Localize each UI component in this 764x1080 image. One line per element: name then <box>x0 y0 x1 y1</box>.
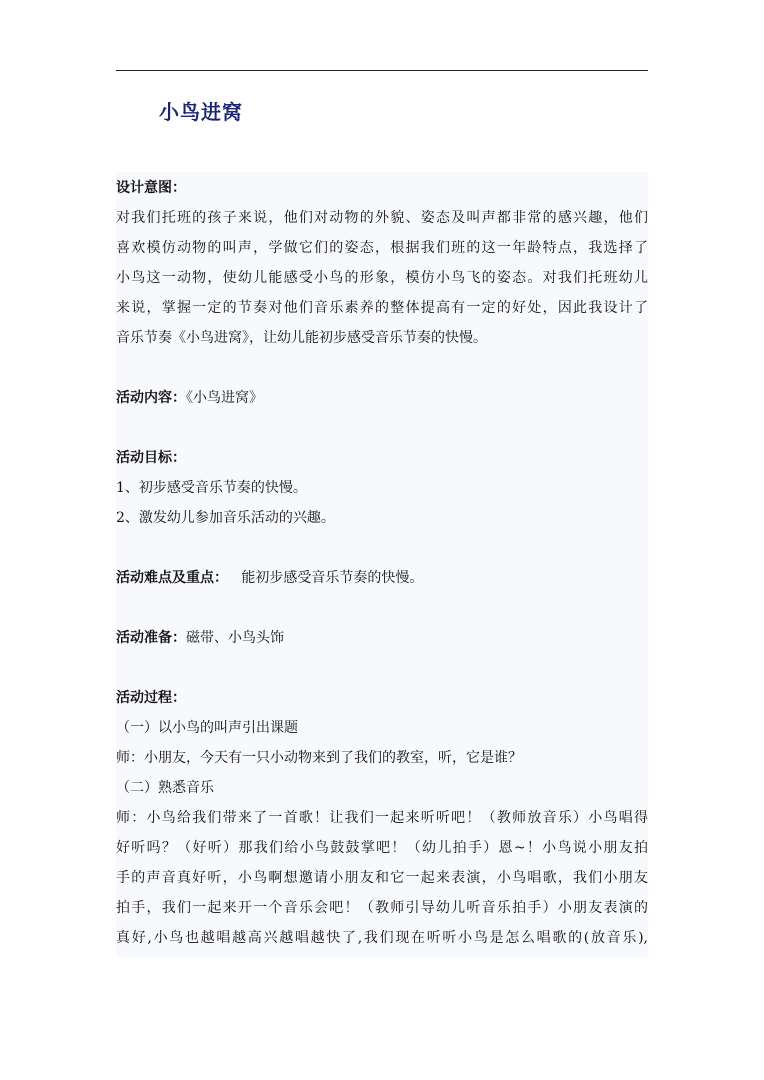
goals-label: 活动目标： <box>116 450 186 466</box>
spacer <box>116 593 648 623</box>
content-row <box>116 383 648 413</box>
prep-row <box>116 623 648 653</box>
goal-item-2: 2、激发幼儿参加音乐活动的兴趣。 <box>116 510 335 526</box>
process-step2-line-5: 真好,小鸟也越唱越高兴越唱越快了,我们现在听听小鸟是怎么唱歌的(放音乐), <box>116 930 648 946</box>
content-label: 活动内容： <box>116 390 186 406</box>
process-step2-line-3: 手的声音真好听，小鸟啊想邀请小朋友和它一起来表演，小鸟唱歌，我们小朋友 <box>116 870 648 886</box>
design-line-5: 音乐节奏《小鸟进窝》，让幼儿能初步感受音乐节奏的快慢。 <box>116 330 487 346</box>
spacer <box>116 353 648 383</box>
spacer <box>116 413 648 443</box>
process-step2-line-1: 师：小鸟给我们带来了一首歌！让我们一起来听听吧！（教师放音乐）小鸟唱得 <box>116 810 648 826</box>
focus-row <box>116 563 648 593</box>
content-value: 《小鸟进窝》 <box>186 390 263 406</box>
design-label: 设计意图： <box>116 180 186 196</box>
design-line-2: 喜欢模仿动物的叫声，学做它们的姿态，根据我们班的这一年龄特点，我选择了 <box>116 240 648 256</box>
document-body <box>116 172 648 957</box>
process-step2-line-4: 拍手，我们一起来开一个音乐会吧！（教师引导幼儿听音乐拍手）小朋友表演的 <box>116 900 648 916</box>
focus-label: 活动难点及重点： <box>116 570 228 586</box>
process-step1-text: 师：小朋友，今天有一只小动物来到了我们的教室，听，它是谁？ <box>116 750 522 766</box>
focus-value: 能初步感受音乐节奏的快慢。 <box>241 570 424 586</box>
process-step2-line-2: 好听吗？（好听）那我们给小鸟鼓鼓掌吧！（幼儿拍手）恩~！小鸟说小朋友拍 <box>116 840 648 856</box>
design-line-1: 对我们托班的孩子来说，他们对动物的外貌、姿态及叫声都非常的感兴趣，他们 <box>116 210 648 226</box>
design-line-4: 来说，掌握一定的节奏对他们音乐素养的整体提高有一定的好处，因此我设计了 <box>116 300 648 316</box>
process-step1-title: （一）以小鸟的叫声引出课题 <box>116 720 298 736</box>
page-title: 小鸟进窝 <box>159 100 243 124</box>
process-step2-title: （二）熟悉音乐 <box>116 780 214 796</box>
spacer <box>116 533 648 563</box>
design-line-3: 小鸟这一动物，使幼儿能感受小鸟的形象，模仿小鸟飞的姿态。对我们托班幼儿 <box>116 270 648 286</box>
spacer <box>116 653 648 683</box>
prep-label: 活动准备： <box>116 630 186 646</box>
goal-item-1: 1、初步感受音乐节奏的快慢。 <box>116 480 307 496</box>
top-rule <box>116 70 648 71</box>
process-label: 活动过程： <box>116 690 186 706</box>
prep-value: 磁带、小鸟头饰 <box>186 630 284 646</box>
